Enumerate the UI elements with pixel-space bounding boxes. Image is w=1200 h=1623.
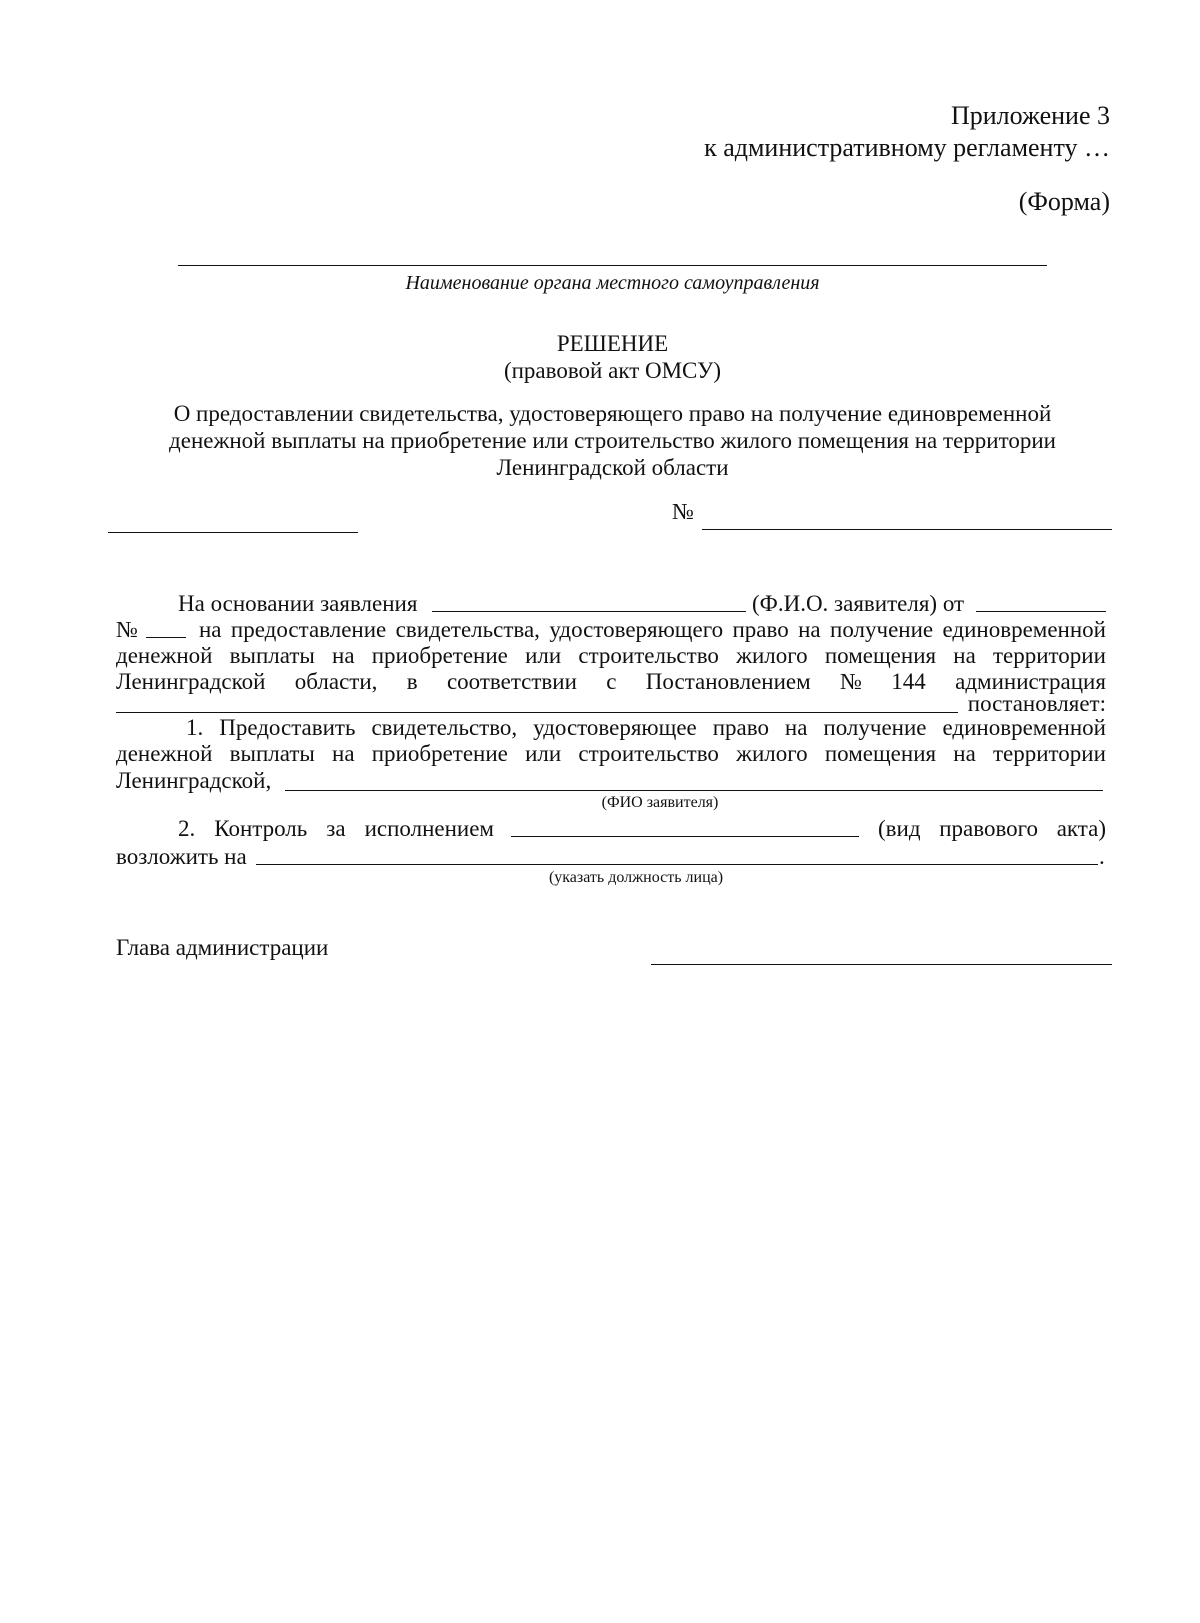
responsible-person-line[interactable]: [256, 864, 1098, 865]
number-line[interactable]: [702, 529, 1112, 530]
paragraph-line-4: [116, 668, 1106, 696]
item2-line-1-word: 2.: [178, 816, 196, 841]
authority-caption: Наименование органа местного самоуправления: [405, 272, 820, 294]
authority-name-line[interactable]: [178, 265, 1047, 266]
paragraph-line-4-word: 144: [891, 669, 926, 694]
item1-line-2-word: денежной: [116, 741, 213, 766]
regulation-label: к административному регламенту …: [704, 133, 1110, 162]
item2-caption: (указать должность лица): [548, 869, 724, 886]
document-title: РЕШЕНИЕ: [556, 331, 669, 356]
number-sign: №: [672, 499, 694, 524]
paragraph-line-3-word: выплаты: [229, 643, 315, 668]
item1-line-2-word: на: [332, 741, 355, 766]
item1-line-1: [186, 714, 1106, 742]
item1-line-2-word: территории: [992, 741, 1106, 766]
item1-line-2-word: выплаты: [229, 741, 315, 766]
paragraph-line-3-word: помещения: [824, 643, 937, 668]
date-line[interactable]: [108, 532, 358, 533]
paragraph-line-4-word: Ленинградской: [116, 669, 266, 694]
item1-applicant-line[interactable]: [285, 790, 1103, 791]
paragraph-line-3-word: жилого: [736, 643, 808, 668]
paragraph-line-3-word: на: [953, 643, 976, 668]
paragraph-line-3: [116, 642, 1106, 670]
paragraph-line-4-word: №: [840, 669, 862, 694]
resolves-label: постановляет:: [967, 691, 1106, 716]
administration-name-line[interactable]: [116, 712, 958, 713]
application-number-line[interactable]: [146, 637, 186, 638]
applicant-name-line[interactable]: [432, 611, 746, 612]
appendix-label: Приложение 3: [950, 101, 1110, 130]
item1-line-2: [116, 740, 1106, 768]
item2-line-1-word: за: [326, 816, 346, 841]
item1-line-1-word: Предоставить: [219, 715, 356, 740]
item1-line-2-word: на: [953, 741, 976, 766]
item2-line-1-word: Контроль: [214, 816, 308, 841]
item1-line-1-word: свидетельство,: [371, 715, 518, 740]
item1-line-2-word: приобретение: [371, 741, 508, 766]
assign-to-label: возложить на: [116, 844, 247, 869]
item1-line-2-word: жилого: [736, 741, 808, 766]
paragraph-start: На основании заявления: [178, 591, 418, 616]
item1-line-1-word: 1.: [186, 715, 204, 740]
paragraph-line-4-word: соответствии: [446, 669, 577, 694]
paragraph-line-4-word: администрация: [955, 669, 1106, 694]
document-subtitle: (правовой акт ОМСУ): [503, 358, 722, 383]
paragraph-line-4-word: Постановлением: [645, 669, 811, 694]
item1-line-2-word: строительство: [578, 741, 719, 766]
paragraph-line-3-word: территории: [992, 643, 1106, 668]
applicant-fio-label: (Ф.И.О. заявителя) от: [752, 591, 965, 616]
subject-line-3: Ленинградской области: [496, 455, 729, 480]
paragraph-line-3-word: строительство: [578, 643, 719, 668]
paragraph-line-4-word: области,: [294, 669, 378, 694]
signature-line[interactable]: [651, 964, 1112, 965]
head-of-administration-label: Глава администрации: [116, 935, 329, 960]
item1-line-2-word: или: [525, 741, 562, 766]
act-type-label: (вид правового акта): [878, 816, 1106, 841]
application-number-sign: №: [116, 617, 138, 642]
item1-line-1-word: единовременной: [942, 715, 1106, 740]
item2-line-1: [178, 815, 494, 843]
item1-line-1-word: удостоверяющее: [533, 715, 697, 740]
paragraph-line-3-word: приобретение: [371, 643, 508, 668]
subject-line-1: О предоставлении свидетельства, удостоверяющего право на получение единовременной: [173, 401, 1052, 426]
form-label: (Форма): [1018, 187, 1110, 216]
paragraph-line-4-word: с: [606, 669, 617, 694]
item1-line-2-word: помещения: [824, 741, 937, 766]
item2-line-1-word: исполнением: [364, 816, 494, 841]
paragraph-line-3-word: или: [525, 643, 562, 668]
paragraph-line-3-word: денежной: [116, 643, 213, 668]
item1-line-1-word: право: [712, 715, 769, 740]
paragraph-line-2: на предоставление свидетельства, удостоверяющего право на получение единовременной: [199, 617, 1106, 642]
item1-caption: (ФИО заявителя): [601, 794, 719, 811]
application-date-line[interactable]: [976, 611, 1106, 612]
item1-region-label: Ленинградской,: [116, 768, 272, 793]
paragraph-line-4-word: в: [406, 669, 418, 694]
act-type-line[interactable]: [511, 836, 859, 837]
item2-end-period: .: [1099, 844, 1105, 869]
item1-line-1-word: на: [784, 715, 808, 740]
paragraph-line-3-word: на: [332, 643, 355, 668]
item1-line-1-word: получение: [823, 715, 927, 740]
subject-line-2: денежной выплаты на приобретение или строительство жилого помещения на территории: [169, 428, 1056, 453]
